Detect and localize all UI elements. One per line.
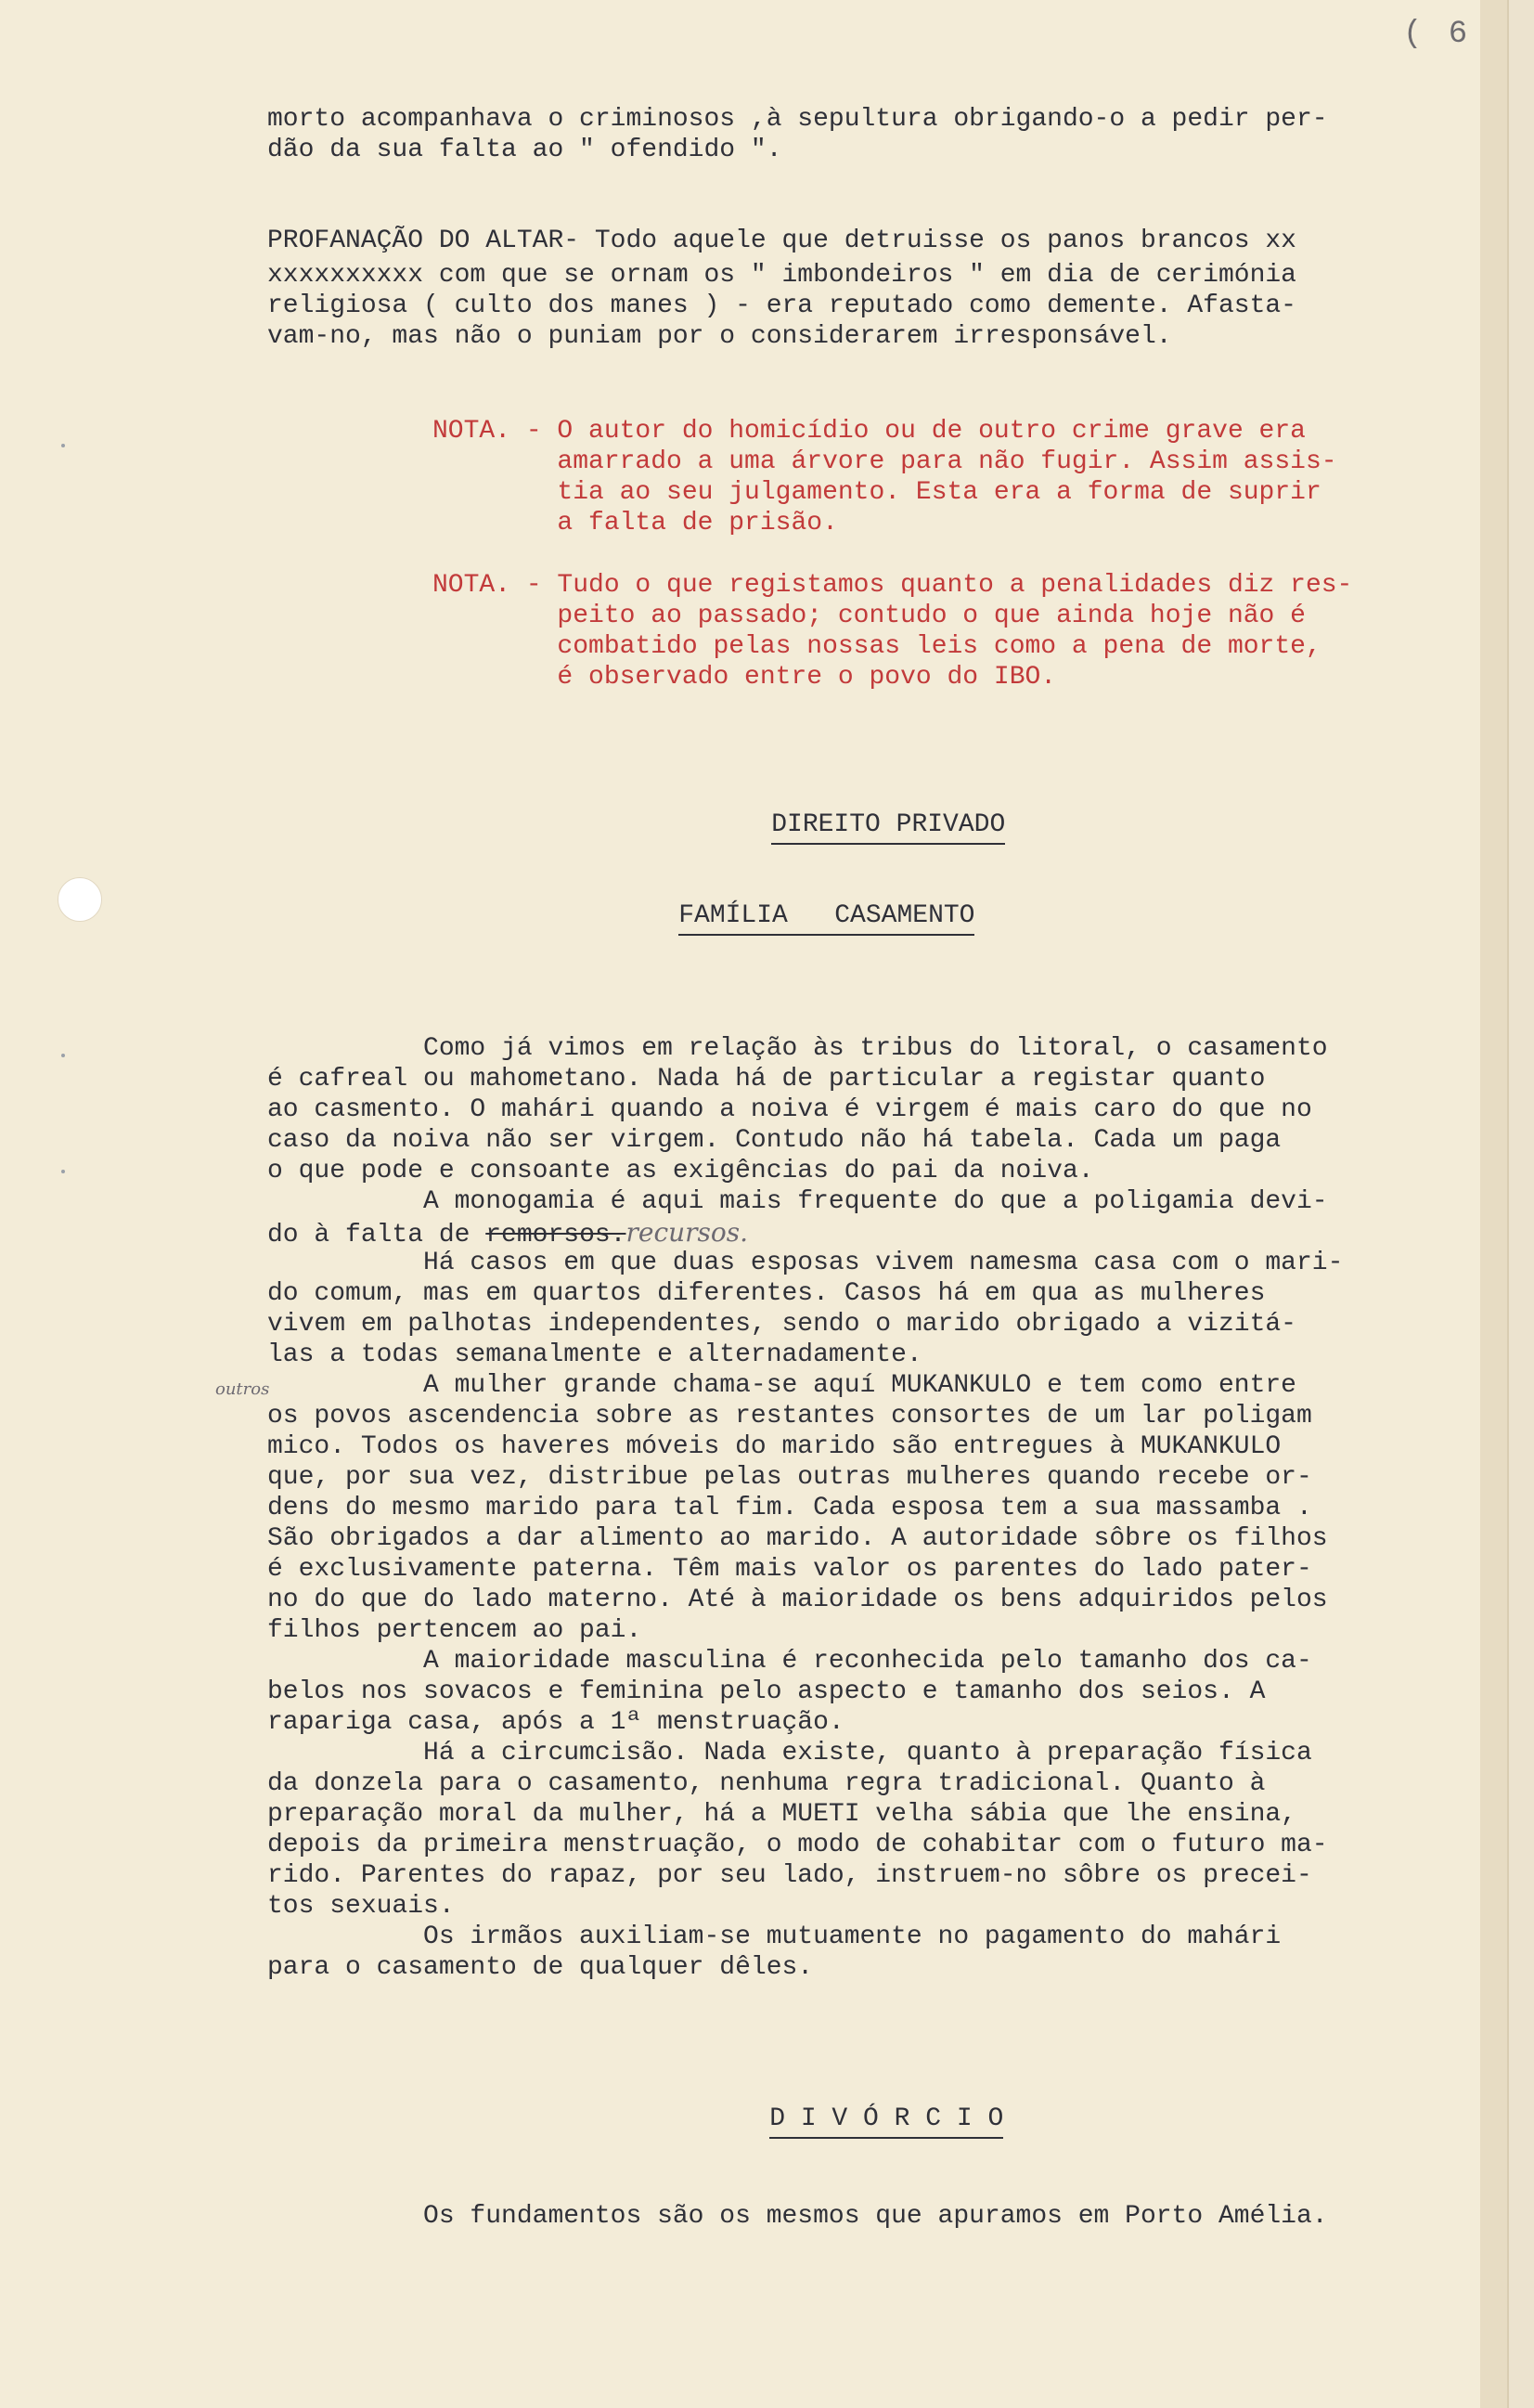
heading-direito-privado [709,778,1005,873]
familia-line: A monogamia é aqui mais frequente do que a poligamia devi- [267,1187,1328,1216]
familia-line: filhos pertencem ao pai. [267,1616,642,1645]
heading-divorcio-text: D I V Ó R C I O [769,2104,1003,2139]
divorcio-line: Os fundamentos são os mesmos que apuramos em Porto Amélia. [267,2202,1328,2231]
heading-familia-casamento [616,869,974,964]
nota-line: combatido pelas nossas leis como a pena de morte, [432,632,1321,661]
familia-line-with-correction [267,1217,748,1250]
familia-line: Há casos em que duas esposas vivem namesma casa com o mari- [267,1249,1344,1277]
profanacao-line: religiosa ( culto dos manes ) - era reputado como demente. Afasta- [267,291,1296,320]
familia-line: do comum, mas em quartos diferentes. Casos há em qua as mulheres [267,1279,1266,1308]
familia-line: preparação moral da mulher, há a MUETI velha sábia que lhe ensina, [267,1800,1296,1829]
familia-line: A maioridade masculina é reconhecida pelo tamanho dos ca- [267,1647,1312,1676]
nota-line: peito ao passado; contudo o que ainda hoje não é [432,602,1306,630]
nota-line: a falta de prisão. [432,509,838,537]
familia-line: os povos ascendencia sobre as restantes consortes de um lar poligam [267,1402,1312,1431]
intro-line: dão da sua falta ao " ofendido ". [267,136,782,164]
familia-line: las a todas semanalmente e alternadamente. [267,1340,922,1369]
familia-line: é cafreal ou mahometano. Nada há de particular a registar quanto [267,1065,1266,1094]
paper-speck [61,444,65,447]
familia-line: ao casmento. O mahári quando a noiva é virgem é mais caro do que no [267,1095,1312,1124]
margin-note: outros [215,1379,270,1399]
familia-line: que, por sua vez, distribue pelas outras mulheres quando recebe or- [267,1463,1312,1492]
heading-familia-text: FAMÍLIA CASAMENTO [678,901,974,936]
familia-line: Como já vimos em relação às tribus do litoral, o casamento [267,1034,1328,1063]
handwritten-correction: recursos. [625,1217,749,1248]
profanacao-line: vam-no, mas não o puniam por o considerarem irresponsável. [267,322,1172,351]
nota-line: é observado entre o povo do IBO. [432,663,1057,692]
intro-line: morto acompanhava o criminosos ,à sepultura obrigando-o a pedir per- [267,105,1328,134]
page-number: ( 6 [1403,17,1472,52]
nota-line: amarrado a uma árvore para não fugir. Assim assis- [432,447,1337,476]
struck-word: remorsos. [485,1221,626,1249]
familia-line: Os irmãos auxiliam-se mutuamente no pagamento do mahári [267,1923,1282,1951]
familia-line: tos sexuais. [267,1892,455,1921]
nota-line: NOTA. - Tudo o que registamos quanto a penalidades diz res- [432,571,1353,600]
heading-direito-text: DIREITO PRIVADO [771,810,1005,845]
familia-line: dens do mesmo marido para tal fim. Cada esposa tem a sua massamba . [267,1494,1312,1522]
familia-line: caso da noiva não ser virgem. Contudo não há tabela. Cada um paga [267,1126,1282,1155]
familia-line: é exclusivamente paterna. Têm mais valor os parentes do lado pater- [267,1555,1312,1584]
paper-speck [61,1054,65,1057]
familia-line: mico. Todos os haveres móveis do marido são entregues à MUKANKULO [267,1432,1282,1461]
familia-line: da donzela para o casamento, nenhuma regra tradicional. Quanto à [267,1769,1266,1798]
familia-line: rapariga casa, após a 1ª menstruação. [267,1708,844,1737]
familia-line: São obrigados a dar alimento ao marido. A autoridade sôbre os filhos [267,1524,1328,1553]
nota-line: tia ao seu julgamento. Esta era a forma de suprir [432,478,1321,507]
heading-divorcio [707,2072,1003,2167]
page-edge [1480,0,1507,2408]
familia-line: Há a circumcisão. Nada existe, quanto à preparação física [267,1739,1312,1767]
familia-line: para o casamento de qualquer dêles. [267,1953,814,1982]
paper-speck [61,1170,65,1173]
profanacao-line: xxxxxxxxxx com que se ornam os " imbondeiros " em dia de cerimónia [267,261,1296,290]
familia-line: rido. Parentes do rapaz, por seu lado, instruem-no sôbre os precei- [267,1861,1312,1890]
familia-line: o que pode e consoante as exigências do pai da noiva. [267,1157,1094,1185]
familia-line: belos nos sovacos e feminina pelo aspecto e tamanho dos seios. A [267,1677,1266,1706]
familia-line: depois da primeira menstruação, o modo de cohabitar com o futuro ma- [267,1831,1328,1859]
familia-line: no do que do lado materno. Até à maioridade os bens adquiridos pelos [267,1586,1328,1614]
familia-line: do à falta de [267,1221,471,1249]
punch-hole [58,877,102,922]
profanacao-line: PROFANAÇÃO DO ALTAR- Todo aquele que detruisse os panos brancos xx [267,227,1296,255]
familia-line: A mulher grande chama-se aquí MUKANKULO e tem como entre [267,1371,1296,1400]
nota-line: NOTA. - O autor do homicídio ou de outro crime grave era [432,417,1306,446]
familia-line: vivem em palhotas independentes, sendo o marido obrigado a vizitá- [267,1310,1296,1339]
